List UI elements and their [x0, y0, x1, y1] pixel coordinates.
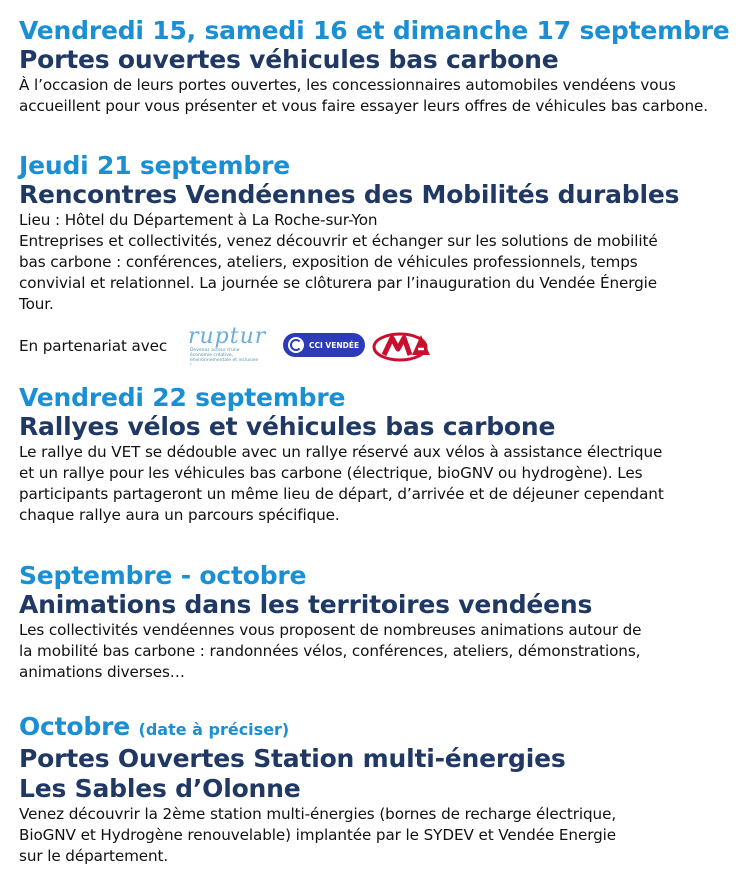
- partners-row: [19, 328, 167, 364]
- ruptur-logo-wordmark: ruptur: [188, 324, 267, 349]
- event-description-line: Le rallye du VET se dédouble avec un rallye réservé aux vélos à assistance électrique: [19, 443, 663, 461]
- cci-vendee-logo: [283, 333, 365, 357]
- event-date-note: (date à préciser): [138, 720, 290, 739]
- event-description-line: BioGNV et Hydrogène renouvelable) implantée par le SYDEV et Vendée Energie: [19, 826, 616, 844]
- event-date: Septembre - octobre: [19, 561, 307, 590]
- event-description-line: Venez découvrir la 2ème station multi-énergies (bornes de recharge électrique,: [19, 805, 617, 823]
- event-multi-energy-station: [19, 712, 743, 867]
- event-date: Jeudi 21 septembre: [19, 151, 290, 180]
- event-title: Rencontres Vendéennes des Mobilités durables: [19, 180, 680, 209]
- event-territory-animations: [19, 561, 743, 683]
- partners-label: En partenariat avec: [19, 337, 168, 355]
- event-title: Portes ouvertes véhicules bas carbone: [19, 45, 559, 74]
- event-title: Rallyes vélos et véhicules bas carbone: [19, 412, 556, 441]
- cci-logo-text: CCI VENDÉE: [309, 340, 360, 350]
- event-title-location: Les Sables d’Olonne: [19, 774, 301, 803]
- event-location: Lieu : Hôtel du Département à La Roche-sur-Yon: [19, 211, 378, 229]
- cma-logo-icon: [372, 329, 436, 363]
- event-description-line: participants partageront un même lieu de départ, d’arrivée et de déjeuner cependant: [19, 485, 664, 503]
- event-description-line: accueillent pour vous présenter et vous faire essayer leurs offres de véhicules bas carbone.: [19, 97, 708, 115]
- event-date: Vendredi 15, samedi 16 et dimanche 17 septembre: [19, 16, 730, 45]
- cma-logo: [372, 329, 436, 363]
- event-description-line: convivial et relationnel. La journée se clôturera par l’inauguration du Vendée Énergie: [19, 274, 658, 292]
- event-date: Vendredi 22 septembre: [19, 383, 346, 412]
- event-rallies: [19, 383, 743, 526]
- event-description-line: Entreprises et collectivités, venez découvrir et échanger sur les solutions de mobilité: [19, 232, 658, 250]
- event-title: Portes Ouvertes Station multi-énergies: [19, 744, 566, 773]
- event-description-line: bas carbone : conférences, ateliers, exposition de véhicules professionnels, temps: [19, 253, 638, 271]
- ruptur-logo-tagline: Devenez acteur d'une économie créative, environnementale et inclusive !: [190, 348, 259, 368]
- event-description-line: chaque rallye aura un parcours spécifique.: [19, 506, 340, 524]
- cci-emblem-icon: [288, 337, 304, 353]
- event-mobility-meetings: [19, 151, 743, 315]
- event-description-line: animations diverses…: [19, 663, 185, 681]
- event-date-month: Octobre: [19, 712, 130, 741]
- event-title: Animations dans les territoires vendéens: [19, 590, 593, 619]
- event-date: [19, 712, 743, 744]
- event-description-line: la mobilité bas carbone : randonnées vélos, conférences, ateliers, démonstrations,: [19, 642, 641, 660]
- event-description-line: Tour.: [19, 295, 54, 313]
- ruptur-logo: [188, 324, 274, 368]
- event-open-days-vehicles: [19, 16, 743, 117]
- event-description-line: Les collectivités vendéennes vous proposent de nombreuses animations autour de: [19, 621, 642, 639]
- event-description-line: sur le département.: [19, 847, 169, 865]
- event-description-line: et un rallye pour les véhicules bas carbone (électrique, bioGNV ou hydrogène). Les: [19, 464, 643, 482]
- event-description-line: À l’occasion de leurs portes ouvertes, les concessionnaires automobiles vendéens vous: [19, 76, 676, 94]
